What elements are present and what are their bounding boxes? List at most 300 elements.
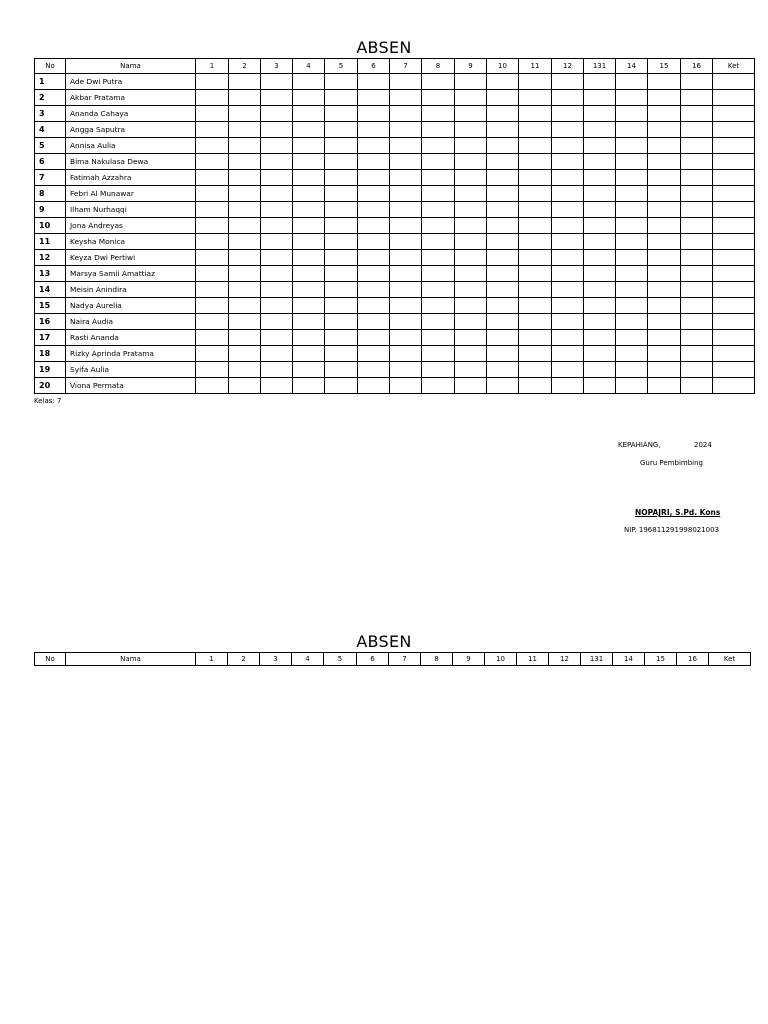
attendance-cell[interactable] bbox=[487, 330, 519, 346]
attendance-cell[interactable] bbox=[422, 90, 455, 106]
attendance-cell[interactable] bbox=[390, 90, 422, 106]
attendance-cell[interactable] bbox=[487, 170, 519, 186]
attendance-cell[interactable] bbox=[325, 138, 358, 154]
attendance-cell[interactable] bbox=[358, 154, 390, 170]
attendance-cell[interactable] bbox=[325, 186, 358, 202]
attendance-cell[interactable] bbox=[261, 298, 293, 314]
attendance-cell[interactable] bbox=[196, 154, 229, 170]
attendance-cell[interactable] bbox=[487, 74, 519, 90]
attendance-cell[interactable] bbox=[713, 330, 755, 346]
attendance-cell[interactable] bbox=[648, 154, 681, 170]
attendance-cell[interactable] bbox=[261, 186, 293, 202]
attendance-cell[interactable] bbox=[196, 282, 229, 298]
attendance-cell[interactable] bbox=[616, 234, 648, 250]
attendance-cell[interactable] bbox=[519, 282, 552, 298]
attendance-cell[interactable] bbox=[648, 362, 681, 378]
attendance-cell[interactable] bbox=[422, 170, 455, 186]
attendance-cell[interactable] bbox=[422, 218, 455, 234]
attendance-cell[interactable] bbox=[681, 298, 713, 314]
attendance-cell[interactable] bbox=[648, 378, 681, 394]
attendance-cell[interactable] bbox=[519, 186, 552, 202]
attendance-cell[interactable] bbox=[325, 298, 358, 314]
attendance-cell[interactable] bbox=[552, 234, 584, 250]
attendance-cell[interactable] bbox=[552, 298, 584, 314]
attendance-cell[interactable] bbox=[390, 314, 422, 330]
attendance-cell[interactable] bbox=[648, 266, 681, 282]
attendance-cell[interactable] bbox=[681, 234, 713, 250]
attendance-cell[interactable] bbox=[293, 378, 325, 394]
attendance-cell[interactable] bbox=[713, 234, 755, 250]
attendance-cell[interactable] bbox=[681, 346, 713, 362]
attendance-cell[interactable] bbox=[713, 218, 755, 234]
attendance-cell[interactable] bbox=[358, 298, 390, 314]
attendance-cell[interactable] bbox=[455, 378, 487, 394]
attendance-cell[interactable] bbox=[293, 154, 325, 170]
attendance-cell[interactable] bbox=[325, 154, 358, 170]
attendance-cell[interactable] bbox=[519, 250, 552, 266]
attendance-cell[interactable] bbox=[616, 106, 648, 122]
attendance-cell[interactable] bbox=[519, 266, 552, 282]
attendance-cell[interactable] bbox=[196, 266, 229, 282]
attendance-cell[interactable] bbox=[455, 106, 487, 122]
attendance-cell[interactable] bbox=[261, 346, 293, 362]
attendance-cell[interactable] bbox=[487, 282, 519, 298]
attendance-cell[interactable] bbox=[229, 138, 261, 154]
attendance-cell[interactable] bbox=[584, 106, 616, 122]
attendance-cell[interactable] bbox=[422, 74, 455, 90]
attendance-cell[interactable] bbox=[584, 250, 616, 266]
attendance-cell[interactable] bbox=[648, 314, 681, 330]
attendance-cell[interactable] bbox=[196, 74, 229, 90]
attendance-cell[interactable] bbox=[487, 378, 519, 394]
attendance-cell[interactable] bbox=[325, 122, 358, 138]
attendance-cell[interactable] bbox=[681, 74, 713, 90]
attendance-cell[interactable] bbox=[229, 74, 261, 90]
attendance-cell[interactable] bbox=[519, 218, 552, 234]
attendance-cell[interactable] bbox=[358, 74, 390, 90]
attendance-cell[interactable] bbox=[293, 282, 325, 298]
attendance-cell[interactable] bbox=[487, 362, 519, 378]
attendance-cell[interactable] bbox=[713, 90, 755, 106]
attendance-cell[interactable] bbox=[487, 202, 519, 218]
attendance-cell[interactable] bbox=[196, 90, 229, 106]
attendance-cell[interactable] bbox=[325, 170, 358, 186]
attendance-cell[interactable] bbox=[261, 330, 293, 346]
attendance-cell[interactable] bbox=[358, 362, 390, 378]
attendance-cell[interactable] bbox=[390, 154, 422, 170]
attendance-cell[interactable] bbox=[390, 218, 422, 234]
attendance-cell[interactable] bbox=[584, 122, 616, 138]
attendance-cell[interactable] bbox=[648, 186, 681, 202]
attendance-cell[interactable] bbox=[519, 234, 552, 250]
attendance-cell[interactable] bbox=[681, 218, 713, 234]
attendance-cell[interactable] bbox=[648, 138, 681, 154]
attendance-cell[interactable] bbox=[616, 186, 648, 202]
attendance-cell[interactable] bbox=[713, 106, 755, 122]
attendance-cell[interactable] bbox=[293, 202, 325, 218]
attendance-cell[interactable] bbox=[584, 282, 616, 298]
attendance-cell[interactable] bbox=[487, 218, 519, 234]
attendance-cell[interactable] bbox=[519, 298, 552, 314]
attendance-cell[interactable] bbox=[519, 74, 552, 90]
attendance-cell[interactable] bbox=[229, 378, 261, 394]
attendance-cell[interactable] bbox=[681, 282, 713, 298]
attendance-cell[interactable] bbox=[293, 122, 325, 138]
attendance-cell[interactable] bbox=[552, 154, 584, 170]
attendance-cell[interactable] bbox=[681, 90, 713, 106]
attendance-cell[interactable] bbox=[229, 186, 261, 202]
attendance-cell[interactable] bbox=[455, 314, 487, 330]
attendance-cell[interactable] bbox=[584, 234, 616, 250]
attendance-cell[interactable] bbox=[616, 90, 648, 106]
attendance-cell[interactable] bbox=[261, 378, 293, 394]
attendance-cell[interactable] bbox=[261, 314, 293, 330]
attendance-cell[interactable] bbox=[487, 90, 519, 106]
attendance-cell[interactable] bbox=[519, 106, 552, 122]
attendance-cell[interactable] bbox=[293, 90, 325, 106]
attendance-cell[interactable] bbox=[584, 154, 616, 170]
attendance-cell[interactable] bbox=[713, 298, 755, 314]
attendance-cell[interactable] bbox=[648, 346, 681, 362]
attendance-cell[interactable] bbox=[196, 218, 229, 234]
attendance-cell[interactable] bbox=[261, 218, 293, 234]
attendance-cell[interactable] bbox=[422, 282, 455, 298]
attendance-cell[interactable] bbox=[552, 282, 584, 298]
attendance-cell[interactable] bbox=[390, 170, 422, 186]
attendance-cell[interactable] bbox=[616, 122, 648, 138]
attendance-cell[interactable] bbox=[648, 170, 681, 186]
attendance-cell[interactable] bbox=[455, 90, 487, 106]
attendance-cell[interactable] bbox=[390, 282, 422, 298]
attendance-cell[interactable] bbox=[584, 266, 616, 282]
attendance-cell[interactable] bbox=[519, 330, 552, 346]
attendance-cell[interactable] bbox=[261, 106, 293, 122]
attendance-cell[interactable] bbox=[229, 218, 261, 234]
attendance-cell[interactable] bbox=[196, 170, 229, 186]
attendance-cell[interactable] bbox=[713, 186, 755, 202]
attendance-cell[interactable] bbox=[552, 218, 584, 234]
attendance-cell[interactable] bbox=[552, 202, 584, 218]
attendance-cell[interactable] bbox=[713, 362, 755, 378]
attendance-cell[interactable] bbox=[196, 298, 229, 314]
attendance-cell[interactable] bbox=[390, 266, 422, 282]
attendance-cell[interactable] bbox=[196, 314, 229, 330]
attendance-cell[interactable] bbox=[616, 378, 648, 394]
attendance-cell[interactable] bbox=[261, 202, 293, 218]
attendance-cell[interactable] bbox=[584, 90, 616, 106]
attendance-cell[interactable] bbox=[229, 282, 261, 298]
attendance-cell[interactable] bbox=[616, 154, 648, 170]
attendance-cell[interactable] bbox=[552, 330, 584, 346]
attendance-cell[interactable] bbox=[455, 234, 487, 250]
attendance-cell[interactable] bbox=[390, 298, 422, 314]
attendance-cell[interactable] bbox=[584, 330, 616, 346]
attendance-cell[interactable] bbox=[648, 250, 681, 266]
attendance-cell[interactable] bbox=[293, 138, 325, 154]
attendance-cell[interactable] bbox=[422, 234, 455, 250]
attendance-cell[interactable] bbox=[552, 266, 584, 282]
attendance-cell[interactable] bbox=[261, 74, 293, 90]
attendance-cell[interactable] bbox=[422, 346, 455, 362]
attendance-cell[interactable] bbox=[584, 362, 616, 378]
attendance-cell[interactable] bbox=[325, 266, 358, 282]
attendance-cell[interactable] bbox=[648, 74, 681, 90]
attendance-cell[interactable] bbox=[616, 362, 648, 378]
attendance-cell[interactable] bbox=[648, 90, 681, 106]
attendance-cell[interactable] bbox=[196, 106, 229, 122]
attendance-cell[interactable] bbox=[455, 186, 487, 202]
attendance-cell[interactable] bbox=[229, 234, 261, 250]
attendance-cell[interactable] bbox=[648, 202, 681, 218]
attendance-cell[interactable] bbox=[293, 346, 325, 362]
attendance-cell[interactable] bbox=[616, 202, 648, 218]
attendance-cell[interactable] bbox=[229, 330, 261, 346]
attendance-cell[interactable] bbox=[487, 234, 519, 250]
attendance-cell[interactable] bbox=[455, 298, 487, 314]
attendance-cell[interactable] bbox=[552, 186, 584, 202]
attendance-cell[interactable] bbox=[713, 74, 755, 90]
attendance-cell[interactable] bbox=[487, 186, 519, 202]
attendance-cell[interactable] bbox=[196, 202, 229, 218]
attendance-cell[interactable] bbox=[325, 346, 358, 362]
attendance-cell[interactable] bbox=[261, 234, 293, 250]
attendance-cell[interactable] bbox=[229, 298, 261, 314]
attendance-cell[interactable] bbox=[293, 234, 325, 250]
attendance-cell[interactable] bbox=[358, 186, 390, 202]
attendance-cell[interactable] bbox=[584, 74, 616, 90]
attendance-cell[interactable] bbox=[648, 106, 681, 122]
attendance-cell[interactable] bbox=[487, 138, 519, 154]
attendance-cell[interactable] bbox=[455, 154, 487, 170]
attendance-cell[interactable] bbox=[229, 122, 261, 138]
attendance-cell[interactable] bbox=[422, 186, 455, 202]
attendance-cell[interactable] bbox=[519, 378, 552, 394]
attendance-cell[interactable] bbox=[325, 330, 358, 346]
attendance-cell[interactable] bbox=[390, 138, 422, 154]
attendance-cell[interactable] bbox=[325, 90, 358, 106]
attendance-cell[interactable] bbox=[455, 266, 487, 282]
attendance-cell[interactable] bbox=[584, 218, 616, 234]
attendance-cell[interactable] bbox=[390, 346, 422, 362]
attendance-cell[interactable] bbox=[455, 282, 487, 298]
attendance-cell[interactable] bbox=[196, 234, 229, 250]
attendance-cell[interactable] bbox=[390, 106, 422, 122]
attendance-cell[interactable] bbox=[519, 122, 552, 138]
attendance-cell[interactable] bbox=[713, 314, 755, 330]
attendance-cell[interactable] bbox=[616, 298, 648, 314]
attendance-cell[interactable] bbox=[519, 362, 552, 378]
attendance-cell[interactable] bbox=[229, 314, 261, 330]
attendance-cell[interactable] bbox=[229, 266, 261, 282]
attendance-cell[interactable] bbox=[229, 346, 261, 362]
attendance-cell[interactable] bbox=[487, 250, 519, 266]
attendance-cell[interactable] bbox=[552, 122, 584, 138]
attendance-cell[interactable] bbox=[487, 298, 519, 314]
attendance-cell[interactable] bbox=[229, 202, 261, 218]
attendance-cell[interactable] bbox=[422, 298, 455, 314]
attendance-cell[interactable] bbox=[229, 362, 261, 378]
attendance-cell[interactable] bbox=[196, 330, 229, 346]
attendance-cell[interactable] bbox=[293, 218, 325, 234]
attendance-cell[interactable] bbox=[616, 170, 648, 186]
attendance-cell[interactable] bbox=[681, 378, 713, 394]
attendance-cell[interactable] bbox=[519, 314, 552, 330]
attendance-cell[interactable] bbox=[422, 250, 455, 266]
attendance-cell[interactable] bbox=[552, 378, 584, 394]
attendance-cell[interactable] bbox=[325, 314, 358, 330]
attendance-cell[interactable] bbox=[616, 266, 648, 282]
attendance-cell[interactable] bbox=[455, 330, 487, 346]
attendance-cell[interactable] bbox=[455, 250, 487, 266]
attendance-cell[interactable] bbox=[648, 282, 681, 298]
attendance-cell[interactable] bbox=[681, 106, 713, 122]
attendance-cell[interactable] bbox=[229, 170, 261, 186]
attendance-cell[interactable] bbox=[261, 282, 293, 298]
attendance-cell[interactable] bbox=[325, 234, 358, 250]
attendance-cell[interactable] bbox=[325, 106, 358, 122]
attendance-cell[interactable] bbox=[261, 122, 293, 138]
attendance-cell[interactable] bbox=[713, 122, 755, 138]
attendance-cell[interactable] bbox=[681, 330, 713, 346]
attendance-cell[interactable] bbox=[584, 186, 616, 202]
attendance-cell[interactable] bbox=[422, 362, 455, 378]
attendance-cell[interactable] bbox=[390, 234, 422, 250]
attendance-cell[interactable] bbox=[487, 314, 519, 330]
attendance-cell[interactable] bbox=[390, 74, 422, 90]
attendance-cell[interactable] bbox=[681, 170, 713, 186]
attendance-cell[interactable] bbox=[196, 186, 229, 202]
attendance-cell[interactable] bbox=[584, 170, 616, 186]
attendance-cell[interactable] bbox=[552, 106, 584, 122]
attendance-cell[interactable] bbox=[358, 314, 390, 330]
attendance-cell[interactable] bbox=[422, 106, 455, 122]
attendance-cell[interactable] bbox=[422, 314, 455, 330]
attendance-cell[interactable] bbox=[196, 362, 229, 378]
attendance-cell[interactable] bbox=[487, 154, 519, 170]
attendance-cell[interactable] bbox=[648, 218, 681, 234]
attendance-cell[interactable] bbox=[681, 154, 713, 170]
attendance-cell[interactable] bbox=[422, 266, 455, 282]
attendance-cell[interactable] bbox=[293, 362, 325, 378]
attendance-cell[interactable] bbox=[584, 138, 616, 154]
attendance-cell[interactable] bbox=[358, 378, 390, 394]
attendance-cell[interactable] bbox=[293, 314, 325, 330]
attendance-cell[interactable] bbox=[358, 170, 390, 186]
attendance-cell[interactable] bbox=[390, 202, 422, 218]
attendance-cell[interactable] bbox=[422, 122, 455, 138]
attendance-cell[interactable] bbox=[616, 314, 648, 330]
attendance-cell[interactable] bbox=[487, 122, 519, 138]
attendance-cell[interactable] bbox=[422, 138, 455, 154]
attendance-cell[interactable] bbox=[487, 266, 519, 282]
attendance-cell[interactable] bbox=[584, 298, 616, 314]
attendance-cell[interactable] bbox=[261, 170, 293, 186]
attendance-cell[interactable] bbox=[455, 362, 487, 378]
attendance-cell[interactable] bbox=[390, 362, 422, 378]
attendance-cell[interactable] bbox=[261, 362, 293, 378]
attendance-cell[interactable] bbox=[713, 346, 755, 362]
attendance-cell[interactable] bbox=[293, 250, 325, 266]
attendance-cell[interactable] bbox=[261, 266, 293, 282]
attendance-cell[interactable] bbox=[229, 90, 261, 106]
attendance-cell[interactable] bbox=[325, 250, 358, 266]
attendance-cell[interactable] bbox=[455, 170, 487, 186]
attendance-cell[interactable] bbox=[422, 378, 455, 394]
attendance-cell[interactable] bbox=[519, 138, 552, 154]
attendance-cell[interactable] bbox=[390, 330, 422, 346]
attendance-cell[interactable] bbox=[325, 74, 358, 90]
attendance-cell[interactable] bbox=[552, 138, 584, 154]
attendance-cell[interactable] bbox=[229, 250, 261, 266]
attendance-cell[interactable] bbox=[293, 106, 325, 122]
attendance-cell[interactable] bbox=[358, 218, 390, 234]
attendance-cell[interactable] bbox=[229, 106, 261, 122]
attendance-cell[interactable] bbox=[681, 186, 713, 202]
attendance-cell[interactable] bbox=[713, 202, 755, 218]
attendance-cell[interactable] bbox=[616, 346, 648, 362]
attendance-cell[interactable] bbox=[325, 282, 358, 298]
attendance-cell[interactable] bbox=[422, 154, 455, 170]
attendance-cell[interactable] bbox=[261, 154, 293, 170]
attendance-cell[interactable] bbox=[487, 106, 519, 122]
attendance-cell[interactable] bbox=[552, 362, 584, 378]
attendance-cell[interactable] bbox=[455, 202, 487, 218]
attendance-cell[interactable] bbox=[487, 346, 519, 362]
attendance-cell[interactable] bbox=[358, 106, 390, 122]
attendance-cell[interactable] bbox=[616, 74, 648, 90]
attendance-cell[interactable] bbox=[519, 202, 552, 218]
attendance-cell[interactable] bbox=[358, 202, 390, 218]
attendance-cell[interactable] bbox=[390, 186, 422, 202]
attendance-cell[interactable] bbox=[229, 154, 261, 170]
attendance-cell[interactable] bbox=[713, 266, 755, 282]
attendance-cell[interactable] bbox=[552, 314, 584, 330]
attendance-cell[interactable] bbox=[519, 170, 552, 186]
attendance-cell[interactable] bbox=[552, 346, 584, 362]
attendance-cell[interactable] bbox=[584, 314, 616, 330]
attendance-cell[interactable] bbox=[519, 154, 552, 170]
attendance-cell[interactable] bbox=[390, 122, 422, 138]
attendance-cell[interactable] bbox=[293, 74, 325, 90]
attendance-cell[interactable] bbox=[455, 346, 487, 362]
attendance-cell[interactable] bbox=[196, 346, 229, 362]
attendance-cell[interactable] bbox=[713, 154, 755, 170]
attendance-cell[interactable] bbox=[552, 250, 584, 266]
attendance-cell[interactable] bbox=[325, 218, 358, 234]
attendance-cell[interactable] bbox=[390, 378, 422, 394]
attendance-cell[interactable] bbox=[455, 138, 487, 154]
attendance-cell[interactable] bbox=[584, 346, 616, 362]
attendance-cell[interactable] bbox=[519, 346, 552, 362]
attendance-cell[interactable] bbox=[713, 250, 755, 266]
attendance-cell[interactable] bbox=[261, 90, 293, 106]
attendance-cell[interactable] bbox=[196, 122, 229, 138]
attendance-cell[interactable] bbox=[681, 266, 713, 282]
attendance-cell[interactable] bbox=[616, 330, 648, 346]
attendance-cell[interactable] bbox=[616, 282, 648, 298]
attendance-cell[interactable] bbox=[455, 74, 487, 90]
attendance-cell[interactable] bbox=[713, 170, 755, 186]
attendance-cell[interactable] bbox=[325, 362, 358, 378]
attendance-cell[interactable] bbox=[293, 330, 325, 346]
attendance-cell[interactable] bbox=[261, 138, 293, 154]
attendance-cell[interactable] bbox=[293, 186, 325, 202]
attendance-cell[interactable] bbox=[358, 266, 390, 282]
attendance-cell[interactable] bbox=[713, 282, 755, 298]
attendance-cell[interactable] bbox=[616, 250, 648, 266]
attendance-cell[interactable] bbox=[358, 330, 390, 346]
attendance-cell[interactable] bbox=[293, 298, 325, 314]
